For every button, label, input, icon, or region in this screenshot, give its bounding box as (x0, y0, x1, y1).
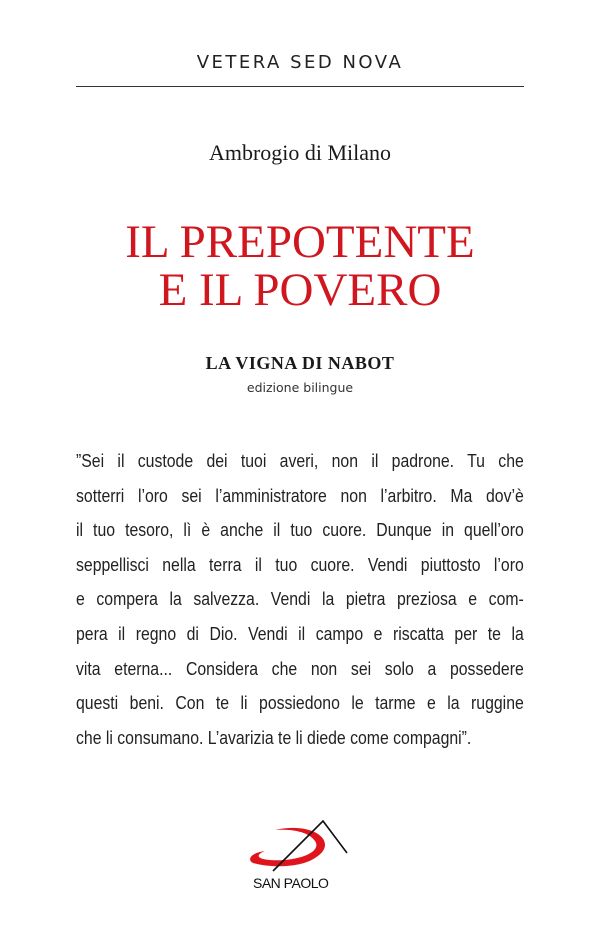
series-name: VETERA SED NOVA (196, 52, 404, 73)
quote-line: sotterri l’oro sei l’amministratore non l’arbitro. Ma dov’è (76, 485, 524, 506)
quote-line: che li consumano. L’avarizia te li diede come compagni”. (76, 727, 472, 748)
quote (76, 444, 524, 755)
quote-line: il tuo tesoro, lì è anche il tuo cuore. Dunque in quell’oro (76, 520, 524, 541)
quote-line: ”Sei il custode dei tuoi averi, non il padrone. Tu che (76, 451, 524, 471)
title-line-1: IL PREPOTENTE (125, 216, 475, 268)
lower-section (0, 444, 600, 901)
quote-line: questi beni. Con te li possiedono le tarme e la ruggine (76, 693, 524, 714)
publisher-logo-icon (245, 817, 355, 873)
quote-line: pera il regno di Dio. Vendi il campo e riscatta per te la (76, 623, 524, 644)
subtitle: LA VIGNA DI NABOT (205, 353, 395, 373)
publisher-name: SAN PAOLO (253, 875, 329, 891)
quote-body (76, 444, 524, 755)
book-title (0, 218, 600, 314)
header-divider (76, 86, 524, 87)
publisher-logo (245, 817, 355, 901)
edition-note: edizione bilingue (246, 380, 354, 395)
quote-line: vita eterna... Considera che non sei solo a possedere (76, 658, 524, 679)
quote-line: e compera la salvezza. Vendi la pietra preziosa e com- (76, 589, 524, 610)
quote-line: seppellisci nella terra il tuo cuore. Vendi piuttosto l’oro (76, 554, 524, 575)
title-line-2: E IL POVERO (158, 264, 442, 316)
author: Ambrogio di Milano (208, 140, 392, 165)
